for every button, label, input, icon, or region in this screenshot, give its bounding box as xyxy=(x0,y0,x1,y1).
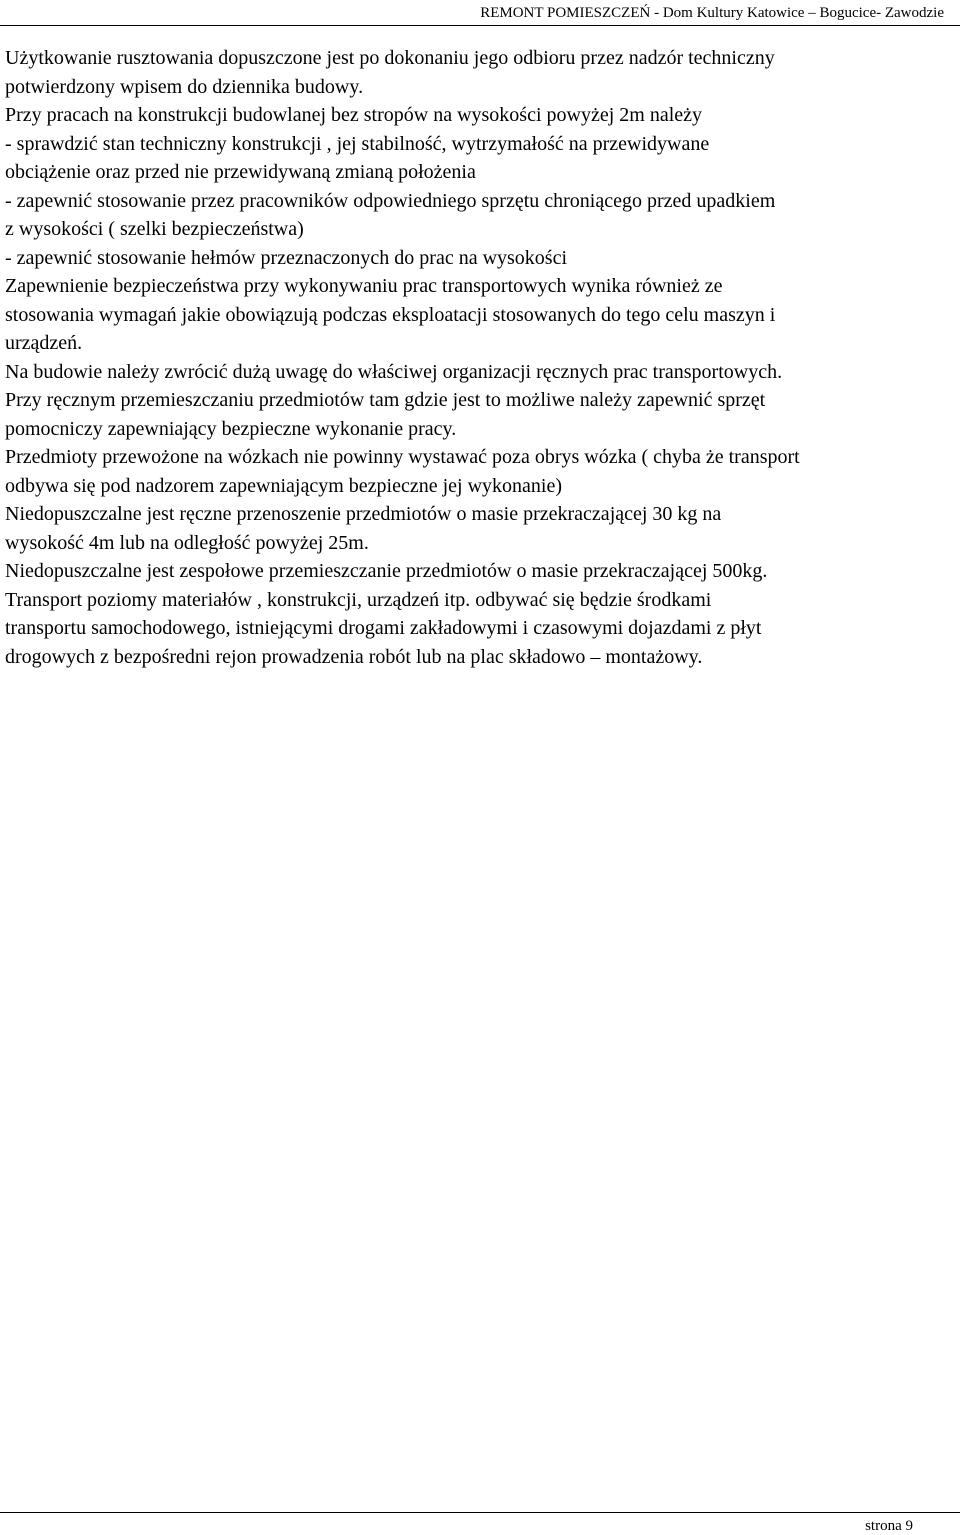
text-line: - zapewnić stosowanie hełmów przeznaczonych do prac na wysokości xyxy=(5,246,568,269)
text-line: - zapewnić stosowanie przez pracowników odpowiedniego sprzętu chroniącego przed upadkiem xyxy=(5,189,776,212)
page-number: strona 9 xyxy=(865,1518,913,1534)
text-line: urządzeń. xyxy=(5,332,83,354)
text-line: - sprawdzić stan techniczny konstrukcji , jej stabilność, wytrzymałość na przewidywane xyxy=(5,132,710,155)
text-line: Transport poziomy materiałów , konstrukcji, urządzeń itp. odbywać się będzie środkami xyxy=(5,588,712,611)
text-line: Przedmioty przewożone na wózkach nie powinny wystawać poza obrys wózka ( chyba że transport xyxy=(5,446,800,468)
header-divider xyxy=(0,25,960,26)
text-line: Przy pracach na konstrukcji budowlanej bez stropów na wysokości powyżej 2m należy xyxy=(5,104,703,126)
running-header: REMONT POMIESZCZEŃ - Dom Kultury Katowice – Bogucice- Zawodzie xyxy=(480,5,944,21)
footer-divider xyxy=(0,1512,960,1513)
text-line: obciążenie oraz przed nie przewidywaną zmianą położenia xyxy=(5,161,476,183)
text-line: drogowych z bezpośredni rejon prowadzenia robót lub na plac składowo – montażowy. xyxy=(5,645,703,668)
text-line: Zapewnienie bezpieczeństwa przy wykonywaniu prac transportowych wynika również ze xyxy=(5,275,723,297)
text-line: stosowania wymagań jakie obowiązują podczas eksploatacji stosowanych do tego celu maszyn i xyxy=(5,303,776,326)
text-line: transportu samochodowego, istniejącymi drogami zakładowymi i czasowymi dojazdami z płyt xyxy=(5,617,762,639)
document-body xyxy=(5,44,955,671)
text-line: odbywa się pod nadzorem zapewniającym bezpieczne jej wykonanie) xyxy=(5,474,562,497)
text-line: potwierdzony wpisem do dziennika budowy. xyxy=(5,75,364,98)
text-line: Użytkowanie rusztowania dopuszczone jest po dokonaniu jego odbioru przez nadzór techniczny xyxy=(5,47,775,69)
text-line: Na budowie należy zwrócić dużą uwagę do właściwej organizacji ręcznych prac transportowych. xyxy=(5,360,783,383)
text-line: pomocniczy zapewniający bezpieczne wykonanie pracy. xyxy=(5,417,457,440)
text-line: Przy ręcznym przemieszczaniu przedmiotów tam gdzie jest to możliwe należy zapewnić sprzęt xyxy=(5,389,766,411)
text-line: Niedopuszczalne jest zespołowe przemieszczanie przedmiotów o masie przekraczającej 500kg. xyxy=(5,560,768,582)
text-line: wysokość 4m lub na odległość powyżej 25m. xyxy=(5,531,369,554)
text-line: z wysokości ( szelki bezpieczeństwa) xyxy=(5,218,304,240)
text-line: Niedopuszczalne jest ręczne przenoszenie przedmiotów o masie przekraczającej 30 kg na xyxy=(5,503,722,525)
